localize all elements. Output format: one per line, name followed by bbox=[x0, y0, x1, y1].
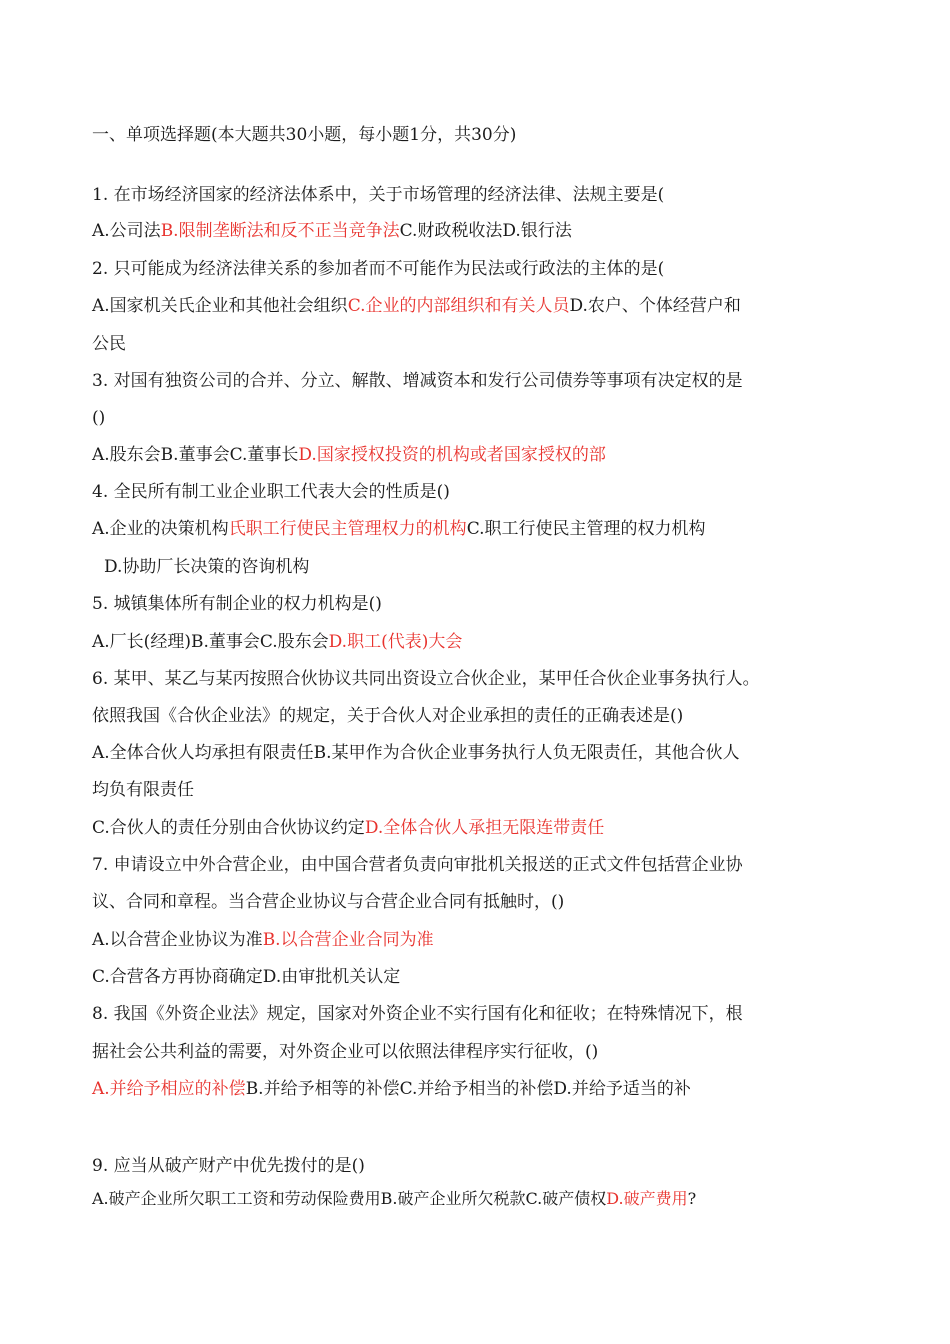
question-3-stem-line2: () bbox=[92, 408, 106, 428]
question-9-options bbox=[92, 1187, 892, 1211]
question-7-stem-line1: 7. 申请设立中外合营企业，由中国合营者负责向审批机关报送的正式文件包括营企业协 bbox=[92, 855, 743, 875]
q6-option-d-answer: D.全体合伙人承担无限连带责任 bbox=[364, 818, 605, 838]
q5-option-d-answer: D.职工(代表)大会 bbox=[328, 632, 463, 652]
q7-option-b-answer: B.以合营企业合同为准 bbox=[262, 930, 434, 950]
question-7-options-cd: C.合营各方再协商确定D.由审批机关认定 bbox=[92, 967, 401, 987]
question-4-options bbox=[92, 517, 892, 541]
q8-option-bcd: B.并给予相等的补偿C.并给予相当的补偿D.并给予适当的补 bbox=[245, 1079, 691, 1099]
question-2-options-cont: 公民 bbox=[92, 334, 126, 354]
question-2-options bbox=[92, 294, 892, 318]
question-6-stem-line2: 依照我国《合伙企业法》的规定，关于合伙人对企业承担的责任的正确表述是() bbox=[92, 706, 684, 726]
question-6-options-ab: A.全体合伙人均承担有限责任B.某甲作为合伙企业事务执行人负无限责任，其他合伙人 bbox=[92, 743, 740, 763]
q4-option-c: C.职工行使民主管理的权力机构 bbox=[466, 519, 706, 539]
q4-option-b-answer: 氏职工行使民主管理权力的机构 bbox=[228, 519, 467, 539]
question-6-options-cd bbox=[92, 816, 892, 840]
question-4-option-d: D.协助厂长决策的咨询机构 bbox=[104, 557, 310, 577]
question-8-stem-line2: 据社会公共利益的需要，对外资企业可以依照法律程序实行征收，() bbox=[92, 1042, 599, 1062]
q9-tail: ? bbox=[687, 1189, 697, 1208]
question-3-options bbox=[92, 443, 892, 467]
q9-option-d-answer: D.破产费用 bbox=[606, 1189, 688, 1208]
q8-option-a-answer: A.并给予相应的补偿 bbox=[92, 1079, 246, 1099]
q3-option-d-answer: D.国家授权投资的机构或者国家授权的部 bbox=[298, 445, 606, 465]
question-1-stem: 1. 在市场经济国家的经济法体系中，关于市场管理的经济法律、法规主要是( bbox=[92, 185, 665, 205]
q1-option-cd: C.财政税收法D.银行法 bbox=[399, 221, 572, 241]
q7-option-a: A.以合营企业协议为准 bbox=[92, 930, 263, 950]
question-7-stem-line2: 议、合同和章程。当合营企业协议与合营企业合同有抵触时，() bbox=[92, 892, 565, 912]
question-4-stem: 4. 全民所有制工业企业职工代表大会的性质是() bbox=[92, 482, 450, 502]
q3-option-abc: A.股东会B.董事会C.董事长 bbox=[92, 445, 299, 465]
question-5-options bbox=[92, 630, 892, 654]
question-8-options bbox=[92, 1077, 892, 1101]
question-9-stem: 9. 应当从破产财产中优先拨付的是() bbox=[92, 1156, 365, 1176]
q1-option-a: A.公司法 bbox=[92, 221, 161, 241]
question-8-stem-line1: 8. 我国《外资企业法》规定，国家对外资企业不实行国有化和征收；在特殊情况下，根 bbox=[92, 1004, 743, 1024]
q1-option-b-answer: B.限制垄断法和反不正当竞争法 bbox=[160, 221, 400, 241]
q2-option-d: D.农户、个体经营户和 bbox=[569, 296, 741, 316]
q6-option-c: C.合伙人的责任分别由合伙协议约定 bbox=[92, 818, 365, 838]
question-1-options bbox=[92, 219, 892, 243]
question-6-options-ab-cont: 均负有限责任 bbox=[92, 780, 194, 800]
q2-option-c-answer: C.企业的内部组织和有关人员 bbox=[347, 296, 570, 316]
question-7-options-ab bbox=[92, 928, 892, 952]
section-title: 一、单项选择题(本大题共30小题，每小题1分，共30分) bbox=[92, 125, 517, 145]
question-6-stem-line1: 6. 某甲、某乙与某丙按照合伙协议共同出资设立合伙企业，某甲任合伙企业事务执行人。 bbox=[92, 669, 760, 689]
question-3-stem-line1: 3. 对国有独资公司的合并、分立、解散、增减资本和发行公司债券等事项有决定权的是 bbox=[92, 371, 743, 391]
question-2-stem: 2. 只可能成为经济法律关系的参加者而不可能作为民法或行政法的主体的是( bbox=[92, 259, 665, 279]
q2-option-a: A.国家机关氏企业和其他社会组织 bbox=[92, 296, 348, 316]
question-5-stem: 5. 城镇集体所有制企业的权力机构是() bbox=[92, 594, 382, 614]
q5-option-abc: A.厂长(经理)B.董事会C.股东会 bbox=[92, 632, 329, 652]
q9-option-abc: A.破产企业所欠职工工资和劳动保险费用B.破产企业所欠税款C.破产债权 bbox=[92, 1189, 607, 1208]
q4-option-a: A.企业的决策机构 bbox=[92, 519, 229, 539]
